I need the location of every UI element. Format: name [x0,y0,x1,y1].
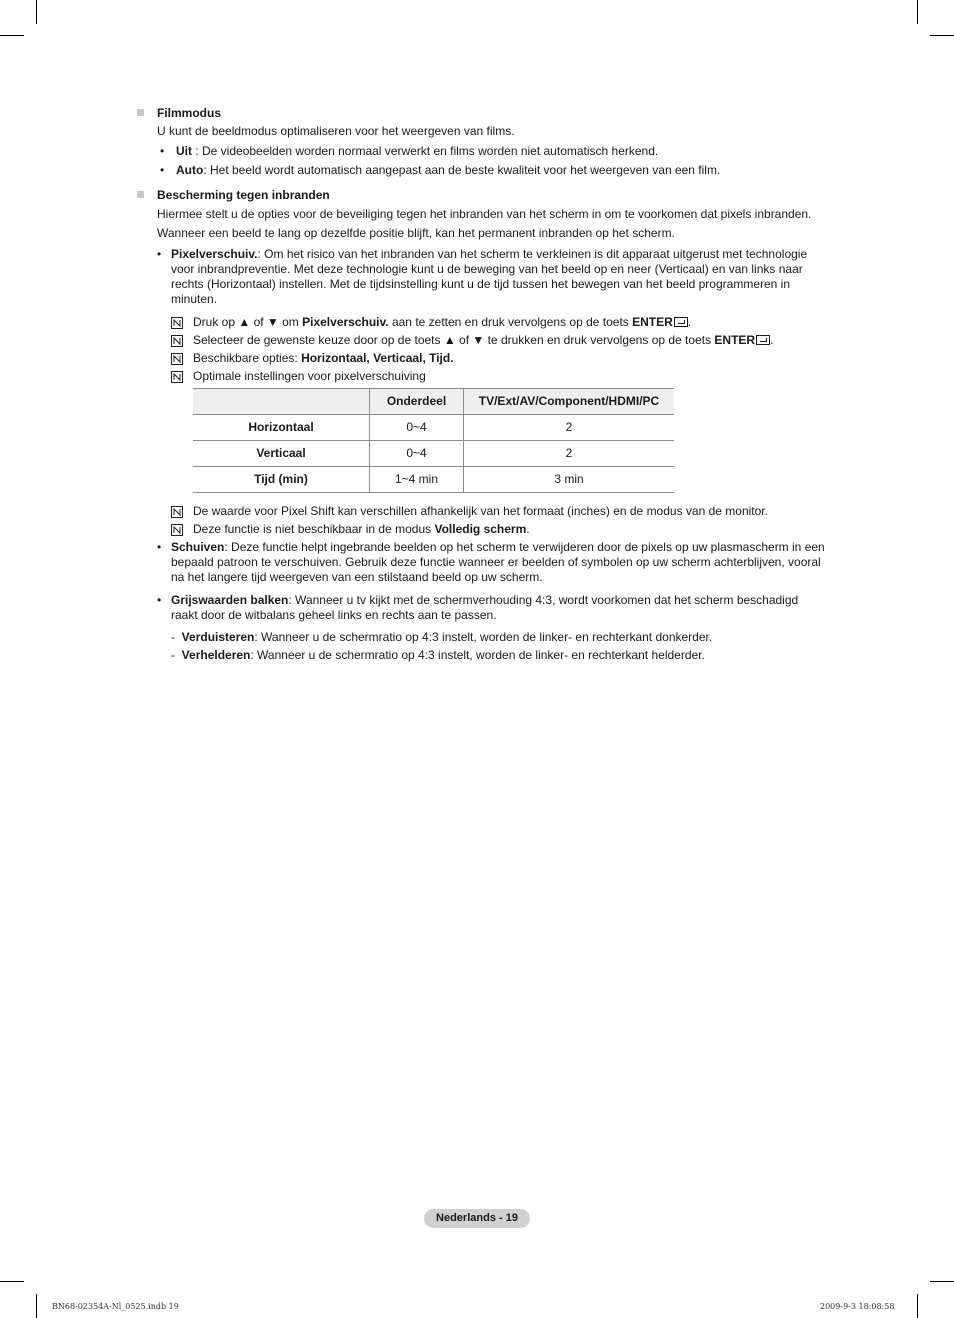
list-item: Auto: Het beeld wordt automatisch aangepast aan de beste kwaliteit voor het weergeven van een film. [176,163,721,177]
list-item: Grijswaarden balken: Wanneer u tv kijkt met de schermverhouding 4:3, wordt voorkomen dat het scherm beschadigd [171,593,799,607]
table-header [193,389,370,415]
list-item-text: raakt door de witbalans geheel links en rechts aan te passen. [171,608,497,622]
table-header: Onderdeel [370,389,464,415]
print-slug: BN68-02354A-Nl_0525.indb 19 [52,1302,179,1311]
note-text: Selecteer de gewenste keuze door op de toets ▲ of ▼ te drukken en druk vervolgens op de toets ENTER . [193,333,774,347]
note-text: Druk op ▲ of ▼ om Pixelverschuiv. aan te zetten en druk vervolgens op de toets ENTER . [193,315,692,329]
section-bullet-icon [137,191,144,198]
table-row [193,467,674,493]
section-desc: U kunt de beeldmodus optimaliseren voor het weergeven van films. [157,124,515,138]
bullet-icon: • [157,593,162,607]
crop-mark [36,0,37,24]
note-text: Beschikbare opties: Horizontaal, Verticaal, Tijd. [193,351,454,365]
enter-icon [674,317,688,327]
note-icon [171,524,183,536]
list-item-text: bepaald patroon te verschuiven. Gebruik deze functie wanneer er beelden of symbolen op uw scherm achterblijven, vooral [171,555,821,569]
crop-mark [930,35,954,36]
section-desc: Hiermee stelt u de opties voor de beveiliging tegen het inbranden van het scherm in om te voorkomen dat pixels inbranden. [157,207,812,221]
crop-mark [36,1294,37,1318]
table-cell: Tijd (min) [193,467,370,493]
note-text: De waarde voor Pixel Shift kan verschillen afhankelijk van het formaat (inches) en de modus van de monitor. [193,504,768,518]
crop-mark [930,1281,954,1282]
list-item-text: na het langere tijd weergeven van een stilstaand beeld op uw scherm. [171,570,543,584]
crop-mark [917,1294,918,1318]
section-desc: Wanneer een beeld te lang op dezelfde positie blijft, kan het permanent inbranden op het scherm. [157,226,675,240]
list-item-text: rechts (Horizontaal) instellen. Met de tijdsinstelling kunt u de tijd tussen het bewegen van het beeld programmeren in [171,277,791,291]
enter-icon [756,335,770,345]
table-row [193,441,674,467]
note-text: Optimale instellingen voor pixelverschuiving [193,369,426,383]
table-cell: Horizontaal [193,415,370,441]
crop-mark [917,0,918,24]
table-cell: Verticaal [193,441,370,467]
note-text: Deze functie is niet beschikbaar in de modus Volledig scherm. [193,522,530,536]
table-row [193,415,674,441]
bullet-icon: • [157,540,162,554]
note-icon [171,335,183,347]
note-icon [171,506,183,518]
section-bullet-icon [137,109,144,116]
table-cell: 3 min [464,467,675,493]
sub-list-item: - Verduisteren: Wanneer u de schermratio op 4:3 instelt, worden de linker- en rechterkant donkerder. [171,630,713,644]
table-cell: 2 [464,441,675,467]
sub-list-item: - Verhelderen: Wanneer u de schermratio op 4:3 instelt, worden de linker- en rechterkant helderder. [171,648,705,662]
section-title: Filmmodus [157,106,222,120]
note-icon [171,353,183,365]
section-title: Bescherming tegen inbranden [157,188,330,202]
list-item-text: voor inbrandpreventie. Met deze technologie kunt u de beweging van het beeld op en neer (Verticaal) en van links naar [171,262,803,276]
bullet-icon: • [157,247,162,261]
list-item-text: minuten. [171,292,218,306]
page-number-badge: Nederlands - 19 [424,1209,530,1228]
crop-mark [0,1281,24,1282]
table-cell: 1~4 min [370,467,464,493]
print-timestamp: 2009-9-3 18:08:58 [820,1302,895,1311]
bullet-icon: • [160,163,165,177]
note-icon [171,317,183,329]
pixel-shift-table [193,388,674,493]
table-header: TV/Ext/AV/Component/HDMI/PC [464,389,675,415]
table-cell: 0~4 [370,441,464,467]
table-header-row [193,389,674,415]
list-item: Schuiven: Deze functie helpt ingebrande beelden op het scherm te verwijderen door de pixels op uw plasmascherm in een [171,540,825,554]
note-icon [171,371,183,383]
list-item: Uit : De videobeelden worden normaal verwerkt en films worden niet automatisch herkend. [176,144,659,158]
list-item: Pixelverschuiv.: Om het risico van het inbranden van het scherm te verkleinen is dit apparaat uitgerust met technologie [171,247,808,261]
bullet-icon: • [160,144,165,158]
table-cell: 0~4 [370,415,464,441]
crop-mark [0,35,24,36]
table-cell: 2 [464,415,675,441]
